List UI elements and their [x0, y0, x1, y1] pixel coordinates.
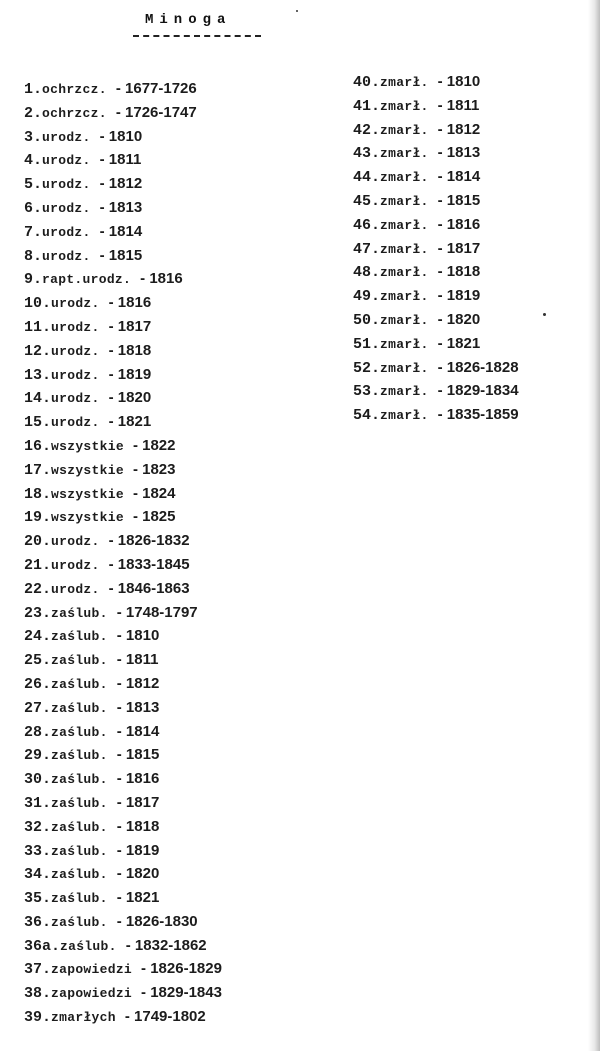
entry-years: - 1812 [116, 674, 160, 692]
entry-years: - 1819 [108, 365, 152, 383]
register-entry [24, 839, 222, 863]
entry-years: - 1826-1830 [116, 912, 198, 930]
scan-speck [543, 313, 546, 316]
page-edge-shadow [588, 0, 600, 1051]
entry-number: 53. [353, 383, 381, 401]
entry-years: - 1826-1828 [437, 358, 519, 376]
entry-record-type: zmarł. [380, 217, 429, 233]
register-entry [24, 291, 222, 315]
entry-number: 26. [24, 675, 52, 693]
entry-number: 16. [24, 437, 52, 455]
entry-years: - 1818 [437, 263, 481, 281]
entry-number: 3. [24, 128, 43, 146]
entry-number: 30. [24, 771, 52, 789]
entry-record-type: zaślub. [51, 867, 108, 883]
register-entry [24, 339, 222, 363]
entry-record-type: urodz. [51, 415, 100, 431]
entry-record-type: zaślub. [51, 772, 108, 788]
entry-number: 54. [353, 407, 381, 425]
entry-number: 2. [24, 104, 43, 122]
entry-record-type: zaślub. [51, 700, 108, 716]
entry-years: - 1813 [116, 698, 160, 716]
scan-speck [296, 10, 298, 12]
entry-number: 23. [24, 604, 52, 622]
register-entry [24, 315, 222, 339]
entry-record-type: urodz. [42, 248, 91, 264]
entry-number: 27. [24, 699, 52, 717]
register-entry [353, 332, 519, 356]
entry-record-type: zapowiedzi [51, 962, 133, 978]
entry-years: - 1814 [437, 168, 481, 186]
left-entry-list [24, 77, 222, 1029]
register-entry [353, 70, 519, 94]
entry-record-type: rapt.urodz. [42, 272, 132, 288]
register-entry [353, 189, 519, 213]
entry-number: 41. [353, 97, 381, 115]
entry-record-type: zmarłych [51, 1010, 116, 1026]
entry-years: - 1826-1832 [108, 532, 190, 550]
entry-number: 1. [24, 81, 43, 98]
entry-number: 31. [24, 794, 52, 812]
entry-years: - 1829-1843 [141, 984, 222, 1002]
register-entry [353, 213, 519, 237]
entry-years: - 1818 [108, 341, 152, 359]
entry-record-type: urodz. [42, 129, 91, 145]
entry-record-type: wszystkie [51, 438, 124, 454]
entry-years: - 1749-1802 [124, 1008, 206, 1026]
entry-years: - 1846-1863 [108, 579, 190, 597]
entry-number: 43. [353, 145, 381, 163]
entry-years: - 1817 [116, 793, 160, 811]
entry-number: 24. [24, 628, 52, 646]
entry-years: - 1817 [108, 317, 152, 335]
register-entry [24, 101, 222, 125]
entry-record-type: ochrzcz. [42, 105, 107, 121]
entry-years: - 1748-1797 [116, 603, 198, 621]
entry-record-type: urodz. [42, 200, 91, 216]
register-entry [353, 165, 519, 189]
register-entry [353, 94, 519, 118]
entry-years: - 1821 [108, 413, 152, 431]
entry-record-type: zaślub. [51, 914, 108, 930]
entry-number: 14. [24, 390, 52, 408]
entry-years: - 1726-1747 [115, 103, 197, 121]
register-entry [24, 386, 222, 410]
entry-number: 22. [24, 580, 52, 598]
title-underline [133, 35, 261, 37]
entry-years: - 1817 [437, 239, 481, 257]
entry-years: - 1821 [116, 889, 160, 907]
register-entry [24, 148, 222, 172]
entry-years: - 1821 [437, 334, 481, 352]
entry-years: - 1832-1862 [125, 936, 207, 954]
entry-number: 36a. [24, 937, 61, 955]
entry-number: 11. [24, 318, 52, 336]
entry-number: 47. [353, 240, 381, 258]
entry-number: 42. [353, 121, 381, 139]
entry-record-type: wszystkie [51, 510, 124, 526]
entry-record-type: urodz. [51, 343, 100, 359]
entry-record-type: urodz. [51, 319, 100, 335]
entry-record-type: zmarł. [380, 289, 429, 305]
entry-number: 51. [353, 335, 381, 353]
right-entry-list [353, 70, 519, 427]
entry-record-type: zaślub. [51, 653, 108, 669]
register-entry [24, 791, 222, 815]
entry-years: - 1818 [116, 817, 160, 835]
register-entry [24, 267, 222, 291]
entry-years: - 1811 [99, 151, 142, 169]
entry-record-type: urodz. [42, 177, 91, 193]
entry-years: - 1816 [140, 270, 183, 288]
entry-number: 29. [24, 747, 52, 765]
entry-record-type: urodz. [42, 224, 91, 240]
entry-record-type: zmarł. [380, 241, 429, 257]
entry-number: 13. [24, 366, 52, 384]
register-entry [24, 125, 222, 149]
register-entry [353, 403, 519, 427]
entry-years: - 1810 [99, 127, 143, 145]
entry-number: 7. [24, 223, 43, 241]
register-entry [24, 577, 222, 601]
register-entry [353, 141, 519, 165]
entry-number: 49. [353, 288, 381, 306]
register-entry [24, 815, 222, 839]
register-entry [24, 410, 222, 434]
entry-years: - 1677-1726 [115, 80, 197, 97]
entry-record-type: zmarł. [380, 75, 429, 90]
register-entry [24, 862, 222, 886]
entry-record-type: zaślub. [51, 724, 108, 740]
entry-number: 19. [24, 509, 52, 527]
register-entry [353, 260, 519, 284]
entry-record-type: zmarł. [380, 336, 429, 352]
entry-years: - 1814 [116, 722, 160, 740]
entry-record-type: urodz. [51, 534, 100, 550]
register-entry [24, 77, 222, 101]
entry-record-type: zaślub. [51, 843, 108, 859]
entry-record-type: zaślub. [51, 795, 108, 811]
register-entry [24, 957, 222, 981]
entry-number: 35. [24, 890, 52, 908]
entry-number: 10. [24, 295, 52, 313]
entry-years: - 1815 [437, 191, 481, 209]
entry-years: - 1819 [437, 287, 481, 305]
register-entry [353, 237, 519, 261]
entry-years: - 1813 [437, 144, 481, 162]
entry-number: 34. [24, 866, 52, 884]
register-entry [353, 379, 519, 403]
register-entry [353, 284, 519, 308]
entry-record-type: zaślub. [51, 676, 108, 692]
register-entry [24, 601, 222, 625]
entry-number: 21. [24, 556, 52, 574]
entry-number: 39. [24, 1009, 52, 1027]
entry-number: 38. [24, 985, 52, 1003]
entry-number: 6. [24, 199, 43, 217]
entry-years: - 1813 [99, 198, 143, 216]
entry-years: - 1822 [132, 436, 176, 454]
entry-years: - 1812 [99, 175, 143, 193]
register-entry [24, 886, 222, 910]
entry-number: 48. [353, 264, 381, 282]
register-entry [24, 696, 222, 720]
register-entry [24, 458, 222, 482]
entry-number: 37. [24, 961, 52, 979]
entry-record-type: zmarł. [380, 384, 429, 400]
entry-record-type: zmarł. [380, 122, 429, 138]
entry-years: - 1829-1834 [437, 382, 519, 400]
entry-years: - 1812 [437, 120, 481, 138]
entry-years: - 1824 [132, 484, 176, 502]
register-entry [24, 981, 222, 1005]
entry-number: 15. [24, 414, 52, 432]
entry-years: - 1825 [132, 508, 176, 526]
register-entry [24, 196, 222, 220]
entry-record-type: wszystkie [51, 462, 124, 478]
entry-number: 8. [24, 247, 43, 265]
entry-record-type: ochrzcz. [42, 82, 107, 97]
register-entry [24, 910, 222, 934]
entry-record-type: zapowiedzi [51, 986, 133, 1002]
entry-years: - 1819 [116, 841, 160, 859]
entry-record-type: zmarł. [380, 146, 429, 162]
entry-record-type: urodz. [51, 391, 100, 407]
register-entry [24, 934, 222, 958]
entry-number: 33. [24, 842, 52, 860]
entry-years: - 1815 [99, 246, 143, 264]
entry-record-type: urodz. [51, 367, 100, 383]
entry-record-type: zmarł. [380, 170, 429, 186]
entry-record-type: zmarł. [380, 312, 429, 328]
entry-record-type: zmarł. [380, 193, 429, 209]
entry-record-type: zaślub. [51, 891, 108, 907]
entry-record-type: urodz. [51, 581, 100, 597]
entry-number: 9. [24, 271, 43, 289]
register-entry [24, 743, 222, 767]
entry-record-type: zmarł. [380, 360, 429, 376]
entry-years: - 1811 [116, 651, 159, 669]
entry-number: 40. [353, 74, 381, 91]
entry-years: - 1835-1859 [437, 406, 519, 424]
register-entry [24, 244, 222, 268]
register-entry [24, 434, 222, 458]
register-entry [24, 220, 222, 244]
entry-record-type: wszystkie [51, 486, 124, 502]
entry-years: - 1815 [116, 746, 160, 764]
entry-years: - 1816 [116, 770, 160, 788]
entry-record-type: urodz. [42, 153, 91, 169]
entry-record-type: zaślub. [60, 938, 117, 954]
register-entry [24, 505, 222, 529]
entry-record-type: zaślub. [51, 748, 108, 764]
register-entry [24, 553, 222, 577]
entry-number: 17. [24, 461, 52, 479]
entry-years: - 1811 [437, 96, 480, 114]
document-title: Minoga [145, 12, 232, 28]
register-entry [24, 648, 222, 672]
register-entry [24, 529, 222, 553]
entry-number: 44. [353, 169, 381, 187]
entry-number: 50. [353, 311, 381, 329]
register-entry [24, 767, 222, 791]
entry-years: - 1820 [116, 865, 160, 883]
entry-record-type: zaślub. [51, 605, 108, 621]
register-entry [24, 624, 222, 648]
entry-record-type: zmarł. [380, 408, 429, 424]
register-entry [24, 720, 222, 744]
entry-years: - 1810 [116, 627, 160, 645]
entry-years: - 1826-1829 [141, 960, 222, 978]
entry-record-type: urodz. [51, 557, 100, 573]
register-entry [353, 308, 519, 332]
entry-record-type: zaślub. [51, 819, 108, 835]
entry-number: 12. [24, 342, 52, 360]
entry-years: - 1810 [437, 73, 481, 90]
register-entry [24, 1005, 222, 1029]
entry-years: - 1816 [437, 215, 481, 233]
entry-years: - 1816 [108, 294, 152, 312]
entry-number: 46. [353, 216, 381, 234]
entry-years: - 1833-1845 [108, 555, 190, 573]
register-entry [353, 356, 519, 380]
entry-record-type: urodz. [51, 296, 100, 312]
entry-number: 28. [24, 723, 52, 741]
entry-years: - 1820 [437, 310, 481, 328]
entry-number: 25. [24, 652, 52, 670]
entry-years: - 1814 [99, 222, 143, 240]
entry-record-type: zmarł. [380, 265, 429, 281]
entry-number: 32. [24, 818, 52, 836]
entry-number: 36. [24, 913, 52, 931]
entry-number: 45. [353, 192, 381, 210]
entry-number: 52. [353, 359, 381, 377]
entry-record-type: zmarł. [380, 98, 429, 114]
register-entry [24, 482, 222, 506]
entry-number: 20. [24, 533, 52, 551]
register-entry [24, 363, 222, 387]
entry-record-type: zaślub. [51, 629, 108, 645]
register-entry [24, 172, 222, 196]
entry-years: - 1823 [132, 460, 176, 478]
entry-years: - 1820 [108, 389, 152, 407]
register-entry [353, 118, 519, 142]
register-entry [24, 672, 222, 696]
entry-number: 5. [24, 176, 43, 194]
entry-number: 4. [24, 152, 43, 170]
entry-number: 18. [24, 485, 52, 503]
